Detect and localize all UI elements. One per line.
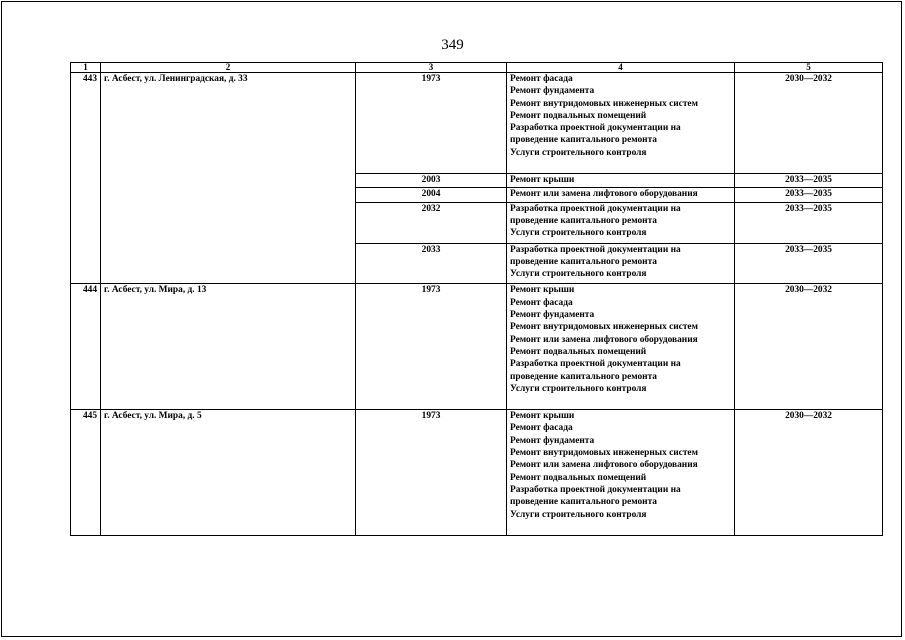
work-item: Услуги строительного контроля <box>510 383 647 394</box>
work-item: Ремонт фундамента <box>510 86 595 97</box>
work-item: Ремонт внутридомовых инженерных систем <box>510 448 698 459</box>
work-item: Услуги строительного контроля <box>510 269 647 280</box>
work-item: Разработка проектной документации на <box>510 123 681 134</box>
year-cell: 2004 <box>356 188 507 202</box>
works-cell <box>507 202 735 243</box>
table-row <box>71 410 883 536</box>
header-col-3: 3 <box>356 63 507 73</box>
work-item: Разработка проектной документации на <box>510 244 681 255</box>
period-cell: 2033—2035 <box>735 188 883 202</box>
building-number: 443 <box>71 73 101 284</box>
work-item: Ремонт подвальных помещений <box>510 346 647 357</box>
work-item: Ремонт крыши <box>510 175 575 186</box>
works-cell <box>507 188 735 202</box>
work-item: Ремонт фундамента <box>510 310 595 321</box>
page-number: 349 <box>441 37 464 53</box>
header-col-2: 2 <box>101 63 356 73</box>
work-item: Ремонт фасада <box>510 74 573 84</box>
capital-repair-table <box>70 62 883 536</box>
work-item: Ремонт крыши <box>510 285 575 296</box>
work-item: проведение капитального ремонта <box>510 215 657 226</box>
year-cell: 1973 <box>356 410 507 536</box>
work-item: Ремонт или замена лифтового оборудования <box>510 460 698 471</box>
period-cell: 2030—2032 <box>735 73 883 174</box>
table-body <box>71 73 883 536</box>
work-item: Ремонт подвальных помещений <box>510 110 647 121</box>
period-cell: 2033—2035 <box>735 174 883 188</box>
year-cell: 2003 <box>356 174 507 188</box>
work-item: Ремонт фасада <box>510 423 573 434</box>
period-cell: 2033—2035 <box>735 202 883 243</box>
table-row <box>71 284 883 410</box>
year-cell: 1973 <box>356 284 507 410</box>
work-item: Услуги строительного контроля <box>510 228 647 239</box>
work-item: Разработка проектной документации на <box>510 484 681 495</box>
header-col-5: 5 <box>735 63 883 73</box>
building-address: г. Асбест, ул. Ленинградская, д. 33 <box>101 73 356 284</box>
header-col-4: 4 <box>507 63 735 73</box>
work-item: Ремонт подвальных помещений <box>510 472 647 483</box>
building-number: 444 <box>71 284 101 410</box>
building-number: 445 <box>71 410 101 536</box>
period-cell: 2033—2035 <box>735 243 883 284</box>
year-cell: 2033 <box>356 243 507 284</box>
work-item: Ремонт внутридомовых инженерных систем <box>510 322 698 333</box>
works-cell <box>507 243 735 284</box>
header-row <box>71 63 883 73</box>
work-item: Ремонт крыши <box>510 411 575 422</box>
work-item: Ремонт фундамента <box>510 435 595 446</box>
work-item: Ремонт фасада <box>510 297 573 308</box>
work-item: проведение капитального ремонта <box>510 135 657 146</box>
building-address: г. Асбест, ул. Мира, д. 5 <box>101 410 356 536</box>
works-cell <box>507 284 735 410</box>
work-item: Услуги строительного контроля <box>510 509 647 520</box>
work-item: Ремонт или замена лифтового оборудования <box>510 189 698 200</box>
works-cell <box>507 73 735 174</box>
work-item: Разработка проектной документации на <box>510 203 681 214</box>
work-item: проведение капитального ремонта <box>510 497 657 508</box>
work-item: Ремонт или замена лифтового оборудования <box>510 334 698 345</box>
year-cell: 2032 <box>356 202 507 243</box>
work-item: Разработка проектной документации на <box>510 359 681 370</box>
works-cell <box>507 410 735 536</box>
period-cell: 2030—2032 <box>735 284 883 410</box>
table-row <box>71 73 883 174</box>
works-cell <box>507 174 735 188</box>
work-item: Ремонт внутридомовых инженерных систем <box>510 98 698 109</box>
work-item: проведение капитального ремонта <box>510 371 657 382</box>
work-item: проведение капитального ремонта <box>510 256 657 267</box>
work-item: Услуги строительного контроля <box>510 147 647 158</box>
header-col-1: 1 <box>71 63 101 73</box>
building-address: г. Асбест, ул. Мира, д. 13 <box>101 284 356 410</box>
period-cell: 2030—2032 <box>735 410 883 536</box>
year-cell: 1973 <box>356 73 507 174</box>
